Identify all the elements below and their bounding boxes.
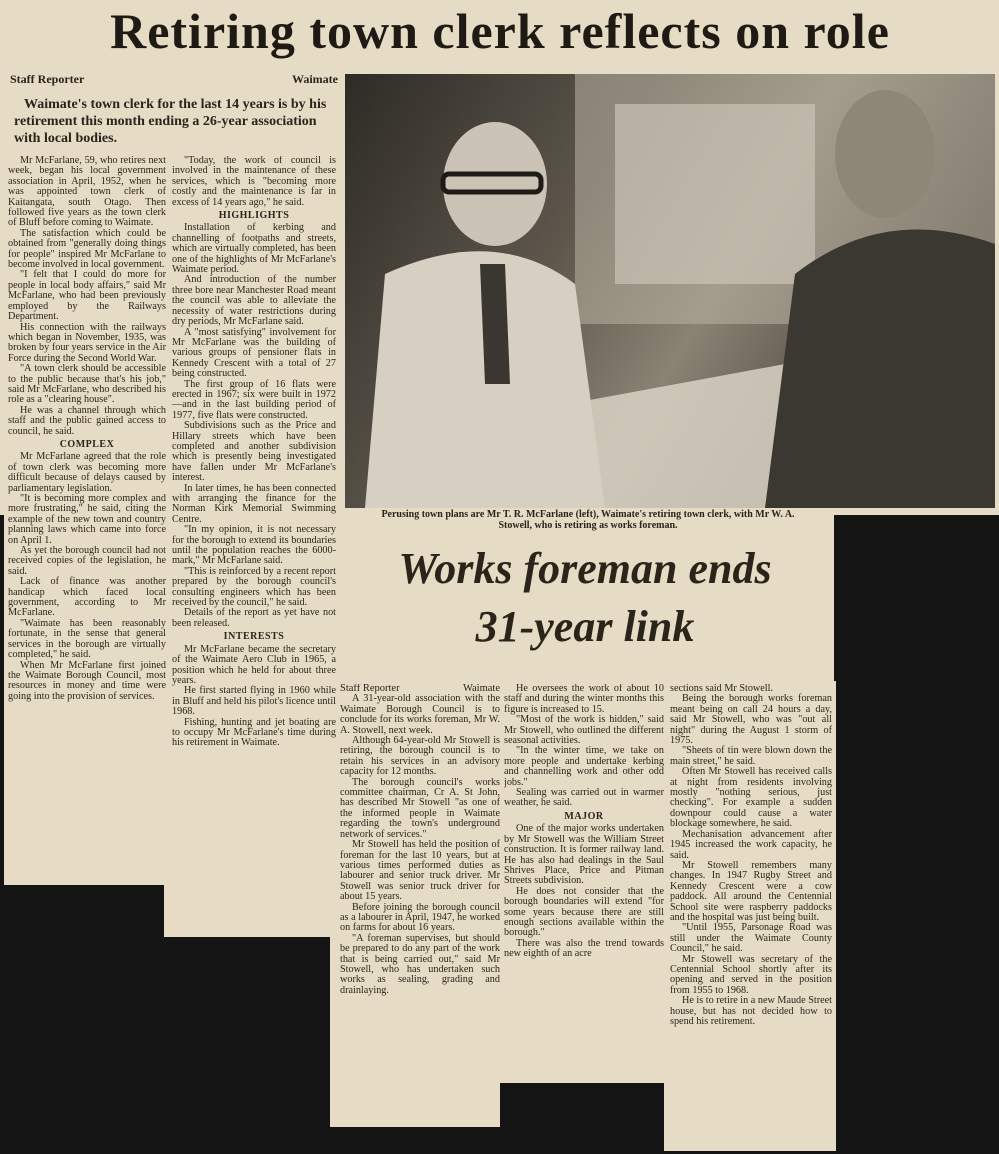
stowell-head	[835, 90, 935, 218]
story1-col1-paragraph: Mr McFarlane, 59, who retires next week, began his local government association in April, 1952, when he was appointed town clerk of Kaitangata, south Otago. Then followed five years as the town clerk of Bluff before coming to Waimate.	[8, 156, 166, 229]
story1-col1-paragraph: Lack of finance was another handicap which faced local government, according to Mr McFarlane.	[8, 576, 166, 619]
story1-col1-paragraph: "A town clerk should be accessible to the public because that's his job," said Mr McFarlane, who described his role as a "clearing house".	[8, 363, 166, 406]
story1-col2-paragraph: The first group of 16 flats were erected in 1967; six were built in 1972 —and in the last building period of 1977, five flats were constructed.	[172, 378, 336, 421]
story1-col1-paragraph: "I felt that I could do more for people in local body affairs," said Mr McFarlane, who had been previously employed by the Railways Department.	[8, 269, 166, 323]
story1-col2-paragraph: Mr McFarlane became the secretary of the Waimate Aero Club in 1965, a position which he held for about three years.	[172, 643, 336, 686]
photo-illustration	[345, 74, 995, 508]
story2-col3-paragraph: He is to retire in a new Maude Street house, but has not decided how to spend his retirement.	[670, 995, 832, 1027]
story2-column-3	[670, 684, 832, 1150]
story2-col3-paragraph: "Sheets of tin were blown down the main street," he said.	[670, 745, 832, 767]
subheading-highlights: HIGHLIGHTS	[218, 210, 290, 222]
story1-col2-paragraph: And introduction of the number three bore near Manchester Road meant the council was able to alleviate the necessity of water restrictions during dry periods, Mr McFarlane said.	[172, 274, 336, 328]
story2-col2-paragraph: One of the major works undertaken by Mr Stowell was the William Street construction. It is former railway land. He has also had dealings in the Saul Shrives Place, Price and Pitman Streets subdivision.	[504, 823, 664, 887]
story2-col1-paragraph: Although 64-year-old Mr Stowell is retiring, the borough council is to retain his services in an advisory capacity for 12 months.	[340, 735, 500, 778]
mcfarlane-head	[443, 122, 547, 246]
story2-col1-paragraph: A 31-year-old association with the Waimate Borough Council is to conclude for its works foreman, Mr W. A. Stowell, next week.	[340, 693, 500, 736]
story1-col1-paragraph: The satisfaction which could be obtained from "generally doing things for people" inspired Mr McFarlane to become involved in local government.	[8, 227, 166, 271]
story2-col2-paragraph: "Most of the work is hidden," said Mr Stowell, who outlined the different seasonal activities.	[504, 714, 664, 747]
story1-byline	[10, 74, 338, 90]
story1-byline-reporter: Staff Reporter	[10, 74, 85, 86]
story1-col1-paragraph: Mr McFarlane agreed that the role of town clerk was becoming more difficult because of delays caused by parliamentary legislation.	[8, 451, 166, 494]
photo-caption: Perusing town plans are Mr T. R. McFarlane (left), Waimate's retiring town clerk, with Mr W. A. Stowell, who is retiring as works foreman.	[381, 509, 795, 531]
story2-col2-paragraph: There was also the trend towards new eighth of an acre	[504, 937, 664, 960]
story1-column-2	[172, 156, 336, 934]
story2-col3-paragraph: "Until 1955, Parsonage Road was still under the Waimate County Council," he said.	[670, 922, 832, 955]
story2-headline	[340, 540, 830, 670]
story1-col1-paragraph: "Waimate has been reasonably fortunate, in the sense that general services in the borough are virtually completed," he said.	[8, 617, 166, 661]
story1-col1-paragraph: As yet the borough council had not received copies of the legislation, he said.	[8, 545, 166, 577]
photo-window	[615, 104, 815, 284]
story2-col1-paragraph: Before joining the borough council as a labourer in April, 1947, he worked on farms for about 16 years.	[340, 901, 500, 934]
story2-col3-paragraph: sections said Mr Stowell.	[670, 684, 773, 694]
story2-byline-reporter: Staff Reporter	[340, 684, 400, 694]
story2-col1-paragraph: "A foreman supervises, but should be prepared to do any part of the work that is being carried out," said Mr Stowell, who has undertaken such works as sealing, grading and drainlaying.	[340, 932, 500, 996]
story1-col2-paragraph: "In my opinion, it is not necessary for the borough to extend its boundaries until the population reaches the 6000-mark," Mr McFarlane said.	[172, 524, 336, 567]
story1-col2-paragraph: "This is reinforced by a recent report prepared by the borough council's consulting engineers which has been received by the council," he said.	[172, 565, 336, 609]
story1-col2-paragraph: In later times, he has been connected with arranging the finance for the Norman Kirk Memorial Swimming Centre.	[172, 482, 336, 525]
story1-col1-paragraph: "It is becoming more complex and more frustrating," he said, citing the example of the new town and country planning laws which came into force on April 1.	[8, 493, 166, 546]
stowell-jacket	[765, 229, 995, 508]
story1-col1-paragraph: When Mr McFarlane first joined the Waimate Borough Council, most resources in money and time were going into the provision of services.	[8, 659, 166, 702]
story1-col2-paragraph: Fishing, hunting and jet boating are to occupy Mr McFarlane's time during his retirement in Waimate.	[172, 716, 336, 749]
subheading-major: MAJOR	[564, 810, 604, 822]
story2-col3-paragraph: Mr Stowell was secretary of the Centennial School shortly after its opening and served in the position from 1955 to 1968.	[670, 953, 832, 996]
subheading-complex: COMPLEX	[59, 438, 115, 450]
story1-intro: Waimate's town clerk for the last 14 years is by his retirement this month ending a 26-year association with local bodies.	[14, 97, 327, 146]
story2-column-2	[504, 684, 664, 1080]
subheading-interests: INTERESTS	[223, 631, 285, 643]
story1-column-1	[8, 156, 166, 882]
story2-headline-line-1: Works foreman ends	[398, 544, 772, 593]
story2-col2-paragraph: He does not consider that the borough boundaries will extend "for some years because there are still enough sections available within the borough."	[504, 885, 664, 939]
story1-col2-paragraph: A "most satisfying" involvement for Mr McFarlane was the building of various groups of pensioner flats in Kennedy Crescent with a total of 27 being constructed.	[172, 326, 336, 380]
story1-col1-paragraph: He was a channel through which staff and the public gained access to council, he said.	[8, 404, 166, 437]
story2-col3-paragraph: Being the borough works foreman meant being on call 24 hours a day, said Mr Stowell, who was "out all night" during the August 1 storm of 1975.	[670, 693, 832, 747]
headline: Retiring town clerk reflects on role	[110, 3, 890, 59]
story2-col2-paragraph: Sealing was carried out in warmer weather, he said.	[504, 787, 664, 809]
necktie-icon	[480, 264, 510, 384]
story2-col1-paragraph: The borough council's works committee chairman, Cr A. St John, has described Mr Stowell "as one of the informed people in Waimate regarding the town's underground network of services."	[340, 776, 500, 840]
story2-col3-paragraph: Mechanisation advancement after 1945 increased the work capacity, he said.	[670, 828, 832, 861]
story1-col2-paragraph: He first started flying in 1960 while in Bluff and held his pilot's licence until 1968.	[172, 685, 336, 718]
news-photo	[345, 74, 995, 508]
story2-col2-paragraph: "In the winter time, we take on more people and undertake kerbing and channelling work and other odd jobs."	[504, 745, 664, 788]
story2-col3-paragraph: Mr Stowell remembers many changes. In 1947 Rugby Street and Kennedy Crescent were a cow paddock. All around the Centennial School site were raspberry paddocks and the hospital was just being built.	[670, 859, 832, 923]
story2-col2-paragraph: He oversees the work of about 10 staff and during the winter months this figure is increased to 15.	[504, 684, 664, 715]
story2-byline-location: Waimate	[462, 684, 500, 694]
story1-col2-paragraph: "Today, the work of council is involved in the maintenance of these services, which is "becoming more costly and the maintenance is far in excess of 14 years ago," he said.	[172, 156, 336, 208]
story1-col2-paragraph: Details of the report as yet have not been released.	[172, 607, 336, 629]
story1-col1-paragraph: His connection with the railways which began in November, 1935, was broken by four years service in the Air Force during the Second World War.	[8, 321, 166, 364]
story2-col1-paragraph: Mr Stowell has held the position of foreman for the last 10 years, but at various times performed duties as labourer and senior truck driver. Mr Stowell was senior truck driver for about 15 years.	[340, 839, 500, 903]
story1-col2-paragraph: Subdivisions such as the Price and Hillary streets which have been completed and another subdivision which is presently being investigated have fallen under Mr McFarlane's interest.	[172, 420, 336, 484]
story2-col3-paragraph: Often Mr Stowell has received calls at night from residents involving mostly "nothing serious, just checking". For example a sudden downpour could cause a water blockage somewhere, he said.	[670, 766, 832, 830]
story2-column-1	[340, 684, 500, 1124]
story1-col2-paragraph: Installation of kerbing and channelling of footpaths and streets, which are virtually completed, has been one of the highlights of Mr McFarlane's Waimate period.	[172, 222, 336, 276]
story2-headline-line-2: 31-year link	[475, 602, 695, 651]
story1-byline-location: Waimate	[292, 74, 338, 86]
